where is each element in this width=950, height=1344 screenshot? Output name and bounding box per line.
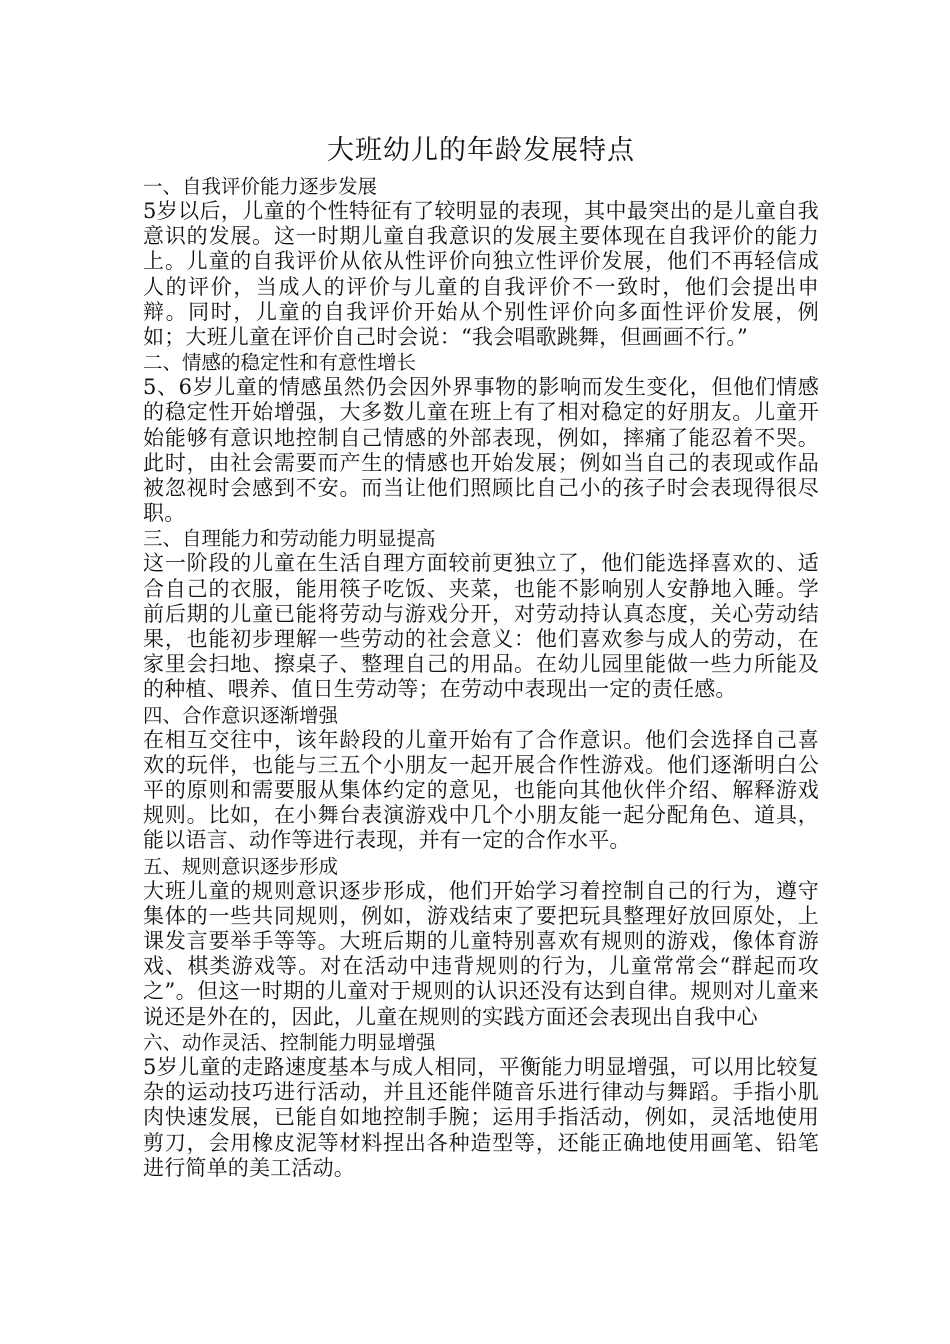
section-rule-awareness xyxy=(143,854,819,1030)
section-heading: 一、自我评价能力逐步发展 xyxy=(143,175,378,198)
section-body: 这一阶段的儿童在生活自理方面较前更独立了，他们能选择喜欢的、适合自己的衣服，能用筷子吃饭、夹菜，也能不影响别人安静地入睡。学前后期的儿童已能将劳动与游戏分开，对劳动持认真态度，关心劳动结果，也能初步理解一些劳动的社会意义：他们喜欢参与成人的劳动，在家里会扫地、擦桌子、整理自己的用品。在幼儿园里能做一些力所能及的种植、喂养、值日生劳动等；在劳动中表现出一定的责任感。 xyxy=(143,551,819,702)
section-body: 5岁儿童的走路速度基本与成人相同，平衡能力明显增强，可以用比较复杂的运动技巧进行活动，并且还能伴随音乐进行律动与舞蹈。手指小肌肉快速发展，已能自如地控制手腕；运用手指活动，例如，灵活地使用剪刀，会用橡皮泥等材料捏出各种造型等，还能正确地使用画笔、铅笔进行简单的美工活动。 xyxy=(143,1054,819,1180)
section-self-care-labor xyxy=(143,526,819,702)
section-cooperation xyxy=(143,703,819,854)
section-body: 在相互交往中，该年龄段的儿童开始有了合作意识。他们会选择自己喜欢的玩伴，也能与三五个小朋友一起开展合作性游戏。他们逐渐明白公平的原则和需要服从集体约定的意见，也能向其他伙伴介绍、解释游戏规则。比如，在小舞台表演游戏中几个小朋友能一起分配角色、道具，能以语言、动作等进行表现，并有一定的合作水平。 xyxy=(143,727,819,853)
section-heading: 五、规则意识逐步形成 xyxy=(143,854,339,878)
document-title: 大班幼儿的年龄发展特点 xyxy=(327,135,635,166)
document-page xyxy=(143,128,819,1181)
section-body: 5岁以后，儿童的个性特征有了较明显的表现，其中最突出的是儿童自我意识的发展。这一时期儿童自我意识的发展主要体现在自我评价的能力上。儿童的自我评价从依从性评价向独立性评价发展，他们不再轻信成人的评价，当成人的评价与儿童的自我评价不一致时，他们会提出申辩。同时，儿童的自我评价开始从个别性评价向多面性评价发展，例如；大班儿童在评价自己时会说：“我会唱歌跳舞，但画画不行。” xyxy=(143,199,819,350)
section-heading: 四、合作意识逐渐增强 xyxy=(143,703,339,727)
section-heading: 三、自理能力和劳动能力明显提高 xyxy=(143,527,436,551)
section-self-evaluation xyxy=(143,174,819,350)
section-body: 5、6岁儿童的情感虽然仍会因外界事物的影响而发生变化，但他们情感的稳定性开始增强，大多数儿童在班上有了相对稳定的好朋友。儿童开始能够有意识地控制自己情感的外部表现，例如，摔痛了能忍着不哭。此时，由社会需要而产生的情感也开始发展；例如当自己的表现或作品被忽视时会感到不安。而当让他们照顾比自己小的孩子时会表现得很尽职。 xyxy=(143,375,819,526)
section-emotion-stability xyxy=(143,350,819,526)
section-body: 大班儿童的规则意识逐步形成，他们开始学习着控制自己的行为，遵守集体的一些共同规则，例如，游戏结束了要把玩具整理好放回原处，上课发言要举手等等。大班后期的儿童特别喜欢有规则的游戏，像体育游戏、棋类游戏等。对在活动中违背规则的行为，儿童常常会“群起而攻之”。但这一时期的儿童对于规则的认识还没有达到自律。规则对儿童来说还是外在的，因此，儿童在规则的实践方面还会表现出自我中心 xyxy=(143,878,819,1029)
section-heading: 六、动作灵活、控制能力明显增强 xyxy=(143,1030,436,1054)
section-motor-control xyxy=(143,1030,819,1181)
section-heading: 二、情感的稳定性和有意性增长 xyxy=(143,351,417,375)
